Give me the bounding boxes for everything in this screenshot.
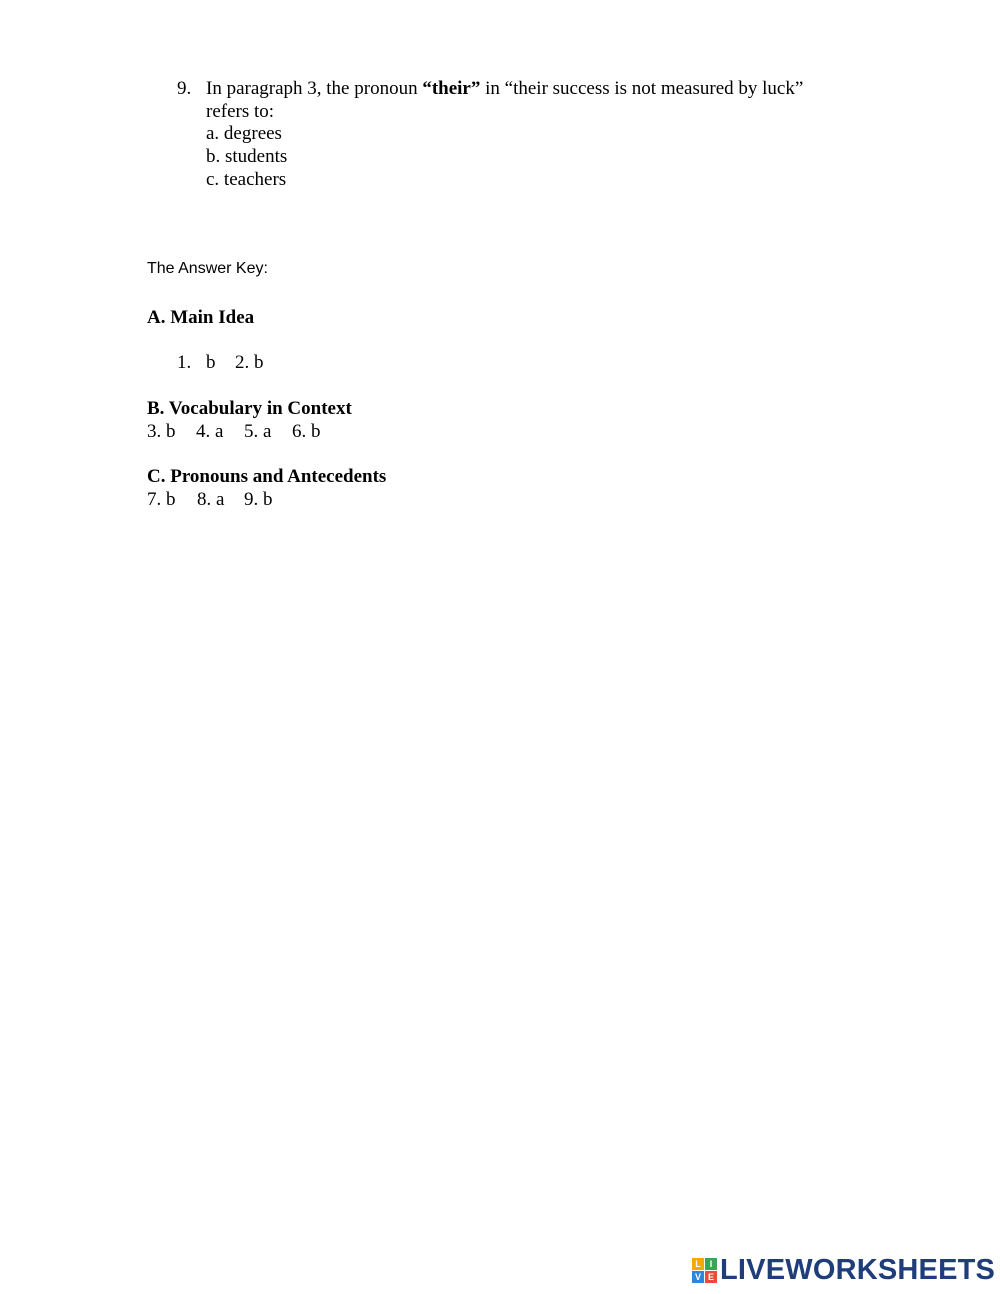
option-a: a. degrees [206, 123, 282, 144]
question-9-text-after: in “their success is not measured by luck” [480, 78, 804, 99]
section-a-title: A. Main Idea [147, 307, 255, 328]
logo-grid-cell: L [692, 1258, 704, 1270]
answer-5: 5. a [244, 421, 272, 442]
logo-grid-cell: I [705, 1258, 717, 1270]
section-a-list-number: 1. [177, 352, 192, 373]
question-9-bold-word: “their” [422, 78, 481, 99]
question-9-line2: refers to: [206, 101, 275, 122]
answer-6: 6. b [292, 421, 321, 442]
option-c: c. teachers [206, 169, 287, 190]
section-b-answers [147, 420, 321, 443]
logo-grid-cell: E [705, 1271, 717, 1283]
section-a-answers [177, 351, 264, 374]
question-9-text [206, 77, 803, 100]
answer-1: b [206, 352, 216, 373]
logo-grid-icon [692, 1258, 717, 1283]
section-c-answers [147, 488, 273, 511]
answer-8: 8. a [197, 489, 225, 510]
liveworksheets-logo [692, 1255, 995, 1285]
section-c-title: C. Pronouns and Antecedents [147, 466, 387, 487]
logo-grid-cell: V [692, 1271, 704, 1283]
answer-9: 9. b [244, 489, 273, 510]
option-b: b. students [206, 146, 288, 167]
section-b-title: B. Vocabulary in Context [147, 398, 352, 419]
answer-3: 3. b [147, 421, 176, 442]
answer-7: 7. b [147, 489, 176, 510]
logo-text: LIVEWORKSHEETS [720, 1254, 996, 1286]
answer-2: 2. b [235, 352, 264, 373]
question-9-text-before: In paragraph 3, the pronoun [206, 78, 423, 99]
question-9-number: 9. [177, 78, 192, 99]
answer-4: 4. a [196, 421, 224, 442]
answer-key-heading: The Answer Key: [147, 260, 268, 277]
